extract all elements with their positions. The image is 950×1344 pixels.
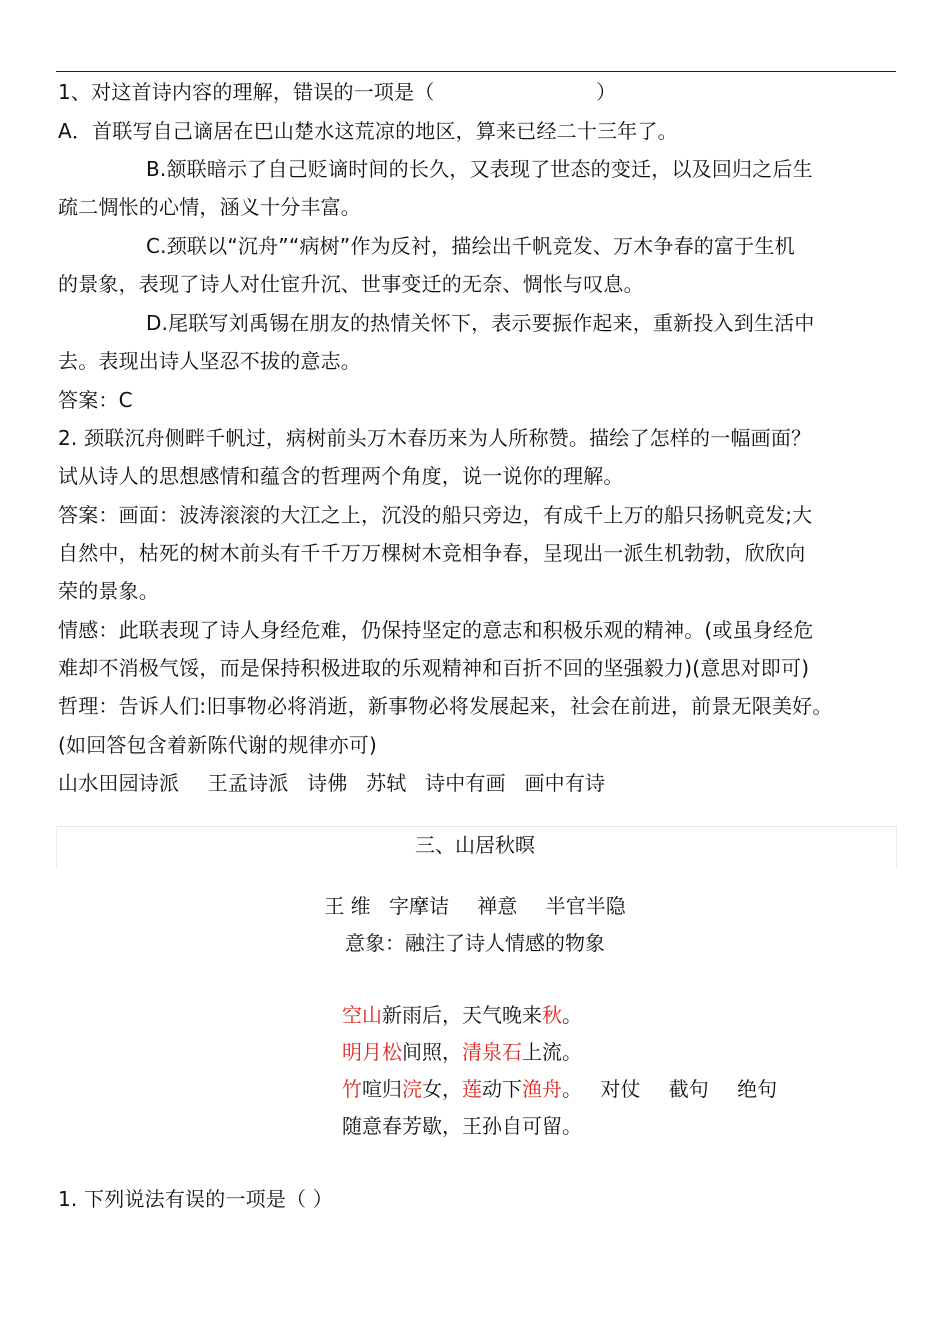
- poem-imagery-highlight: 空山: [342, 1003, 382, 1027]
- poem-imagery-highlight: 秋: [542, 1003, 562, 1027]
- note-sushi: 苏轼: [366, 771, 407, 795]
- note-wangmeng: 王孟诗派: [207, 771, 289, 795]
- author-bangu: 半官半隐: [545, 894, 626, 918]
- note-shizhong: 诗中有画: [425, 771, 506, 795]
- q1-answer: 答案：C: [58, 388, 133, 412]
- author-line: [0, 893, 950, 919]
- q2-stem-2: 试从诗人的思想感情和蕴含的哲理两个角度，说一说你的理解。: [58, 464, 624, 488]
- q1-option-d-2: 去。表现出诗人坚忍不拔的意志。: [58, 349, 361, 373]
- poem-imagery-highlight: 浣: [402, 1077, 422, 1101]
- poem-line-1: [342, 1002, 582, 1028]
- note-jieju: 截句: [668, 1077, 709, 1101]
- poem-imagery-highlight: 清泉石: [462, 1040, 522, 1064]
- q2-emotion-1: 情感：此联表现了诗人身经危难，仍保持坚定的意志和积极乐观的精神。(或虽身经危: [58, 618, 814, 642]
- poem-text-segment: 女，: [422, 1077, 462, 1101]
- q2-answer-3: 荣的景象。: [58, 579, 159, 603]
- poem-text-segment: 上流。: [522, 1040, 582, 1064]
- q2-emotion-2: 难却不消极气馁，而是保持积极进取的乐观精神和百折不回的坚强毅力)(意思对即可): [58, 656, 810, 680]
- note-school: 山水田园诗派: [58, 771, 180, 795]
- q2-philosophy-note: (如回答包含着新陈代谢的规律亦可): [58, 733, 378, 757]
- q1-option-c-1: C.颈联以“沉舟”“病树”作为反衬，描绘出千帆竞发、万木争春的富于生机: [146, 234, 795, 258]
- poem-text-segment: 新雨后，天气晚来: [382, 1003, 542, 1027]
- poem-imagery-highlight: 渔舟: [522, 1077, 562, 1101]
- q1-option-b-2: 疏二惆怅的心情，涵义十分丰富。: [58, 195, 361, 219]
- poem-imagery-highlight: 明月松: [342, 1040, 402, 1064]
- poem-text-segment: 动下: [482, 1077, 522, 1101]
- section-title: 三、山居秋暝: [415, 833, 535, 857]
- poem-text-segment: 。: [562, 1077, 582, 1101]
- poem-imagery-highlight: 莲: [462, 1077, 482, 1101]
- q2-answer-2: 自然中，枯死的树木前头有千千万万棵树木竞相争春，呈现出一派生机勃勃，欣欣向: [58, 541, 806, 565]
- poem-text-segment: 喧归: [362, 1077, 402, 1101]
- top-rule: [56, 71, 896, 72]
- poem-line-3-text: [342, 1077, 582, 1101]
- q3-stem: 1. 下列说法有误的一项是（ ）: [58, 1187, 333, 1211]
- poem-imagery-highlight: 竹: [342, 1077, 362, 1101]
- q1-option-d-1: D.尾联写刘禹锡在朋友的热情关怀下，表示要振作起来，重新投入到生活中: [146, 311, 815, 335]
- q2-stem-1: 2. 颈联沉舟侧畔千帆过，病树前头万木春历来为人所称赞。描绘了怎样的一幅画面？: [58, 426, 812, 450]
- poem-text-segment: 。: [562, 1003, 582, 1027]
- note-duizhang: 对仗: [600, 1077, 641, 1101]
- author-zi: 字摩诘: [389, 894, 449, 918]
- yixiang-definition: 意象：融注了诗人情感的物象: [345, 931, 605, 955]
- q2-philosophy: 哲理：告诉人们:旧事物必将消逝，新事物必将发展起来，社会在前进，前景无限美好。: [58, 694, 833, 718]
- poem-line-3: [342, 1076, 777, 1102]
- note-shifo: 诗佛: [307, 771, 348, 795]
- q1-option-c-2: 的景象，表现了诗人对仕宦升沉、世事变迁的无奈、惆怅与叹息。: [58, 272, 644, 296]
- poem-line-2: [342, 1039, 582, 1065]
- poem-text-segment: 间照，: [402, 1040, 462, 1064]
- q1-stem: 1、对这首诗内容的理解，错误的一项是（ ）: [58, 80, 617, 104]
- note-huazhong: 画中有诗: [524, 771, 606, 795]
- author-chanyi: 禅意: [477, 894, 518, 918]
- notes-line: [58, 770, 605, 796]
- poem-line-4: 随意春芳歇，王孙自可留。: [342, 1114, 582, 1138]
- q1-option-a: A．首联写自己谪居在巴山楚水这荒凉的地区，算来已经二十三年了。: [58, 119, 678, 143]
- q2-answer-1: 答案：画面：波涛滚滚的大江之上，沉没的船只旁边，有成千上万的船只扬帆竞发;大: [58, 503, 813, 527]
- q1-option-b-1: B.颔联暗示了自己贬谪时间的长久，又表现了世态的变迁，以及回归之后生: [146, 157, 813, 181]
- author-name: 王 维: [324, 894, 371, 918]
- note-jueju: 绝句: [737, 1077, 778, 1101]
